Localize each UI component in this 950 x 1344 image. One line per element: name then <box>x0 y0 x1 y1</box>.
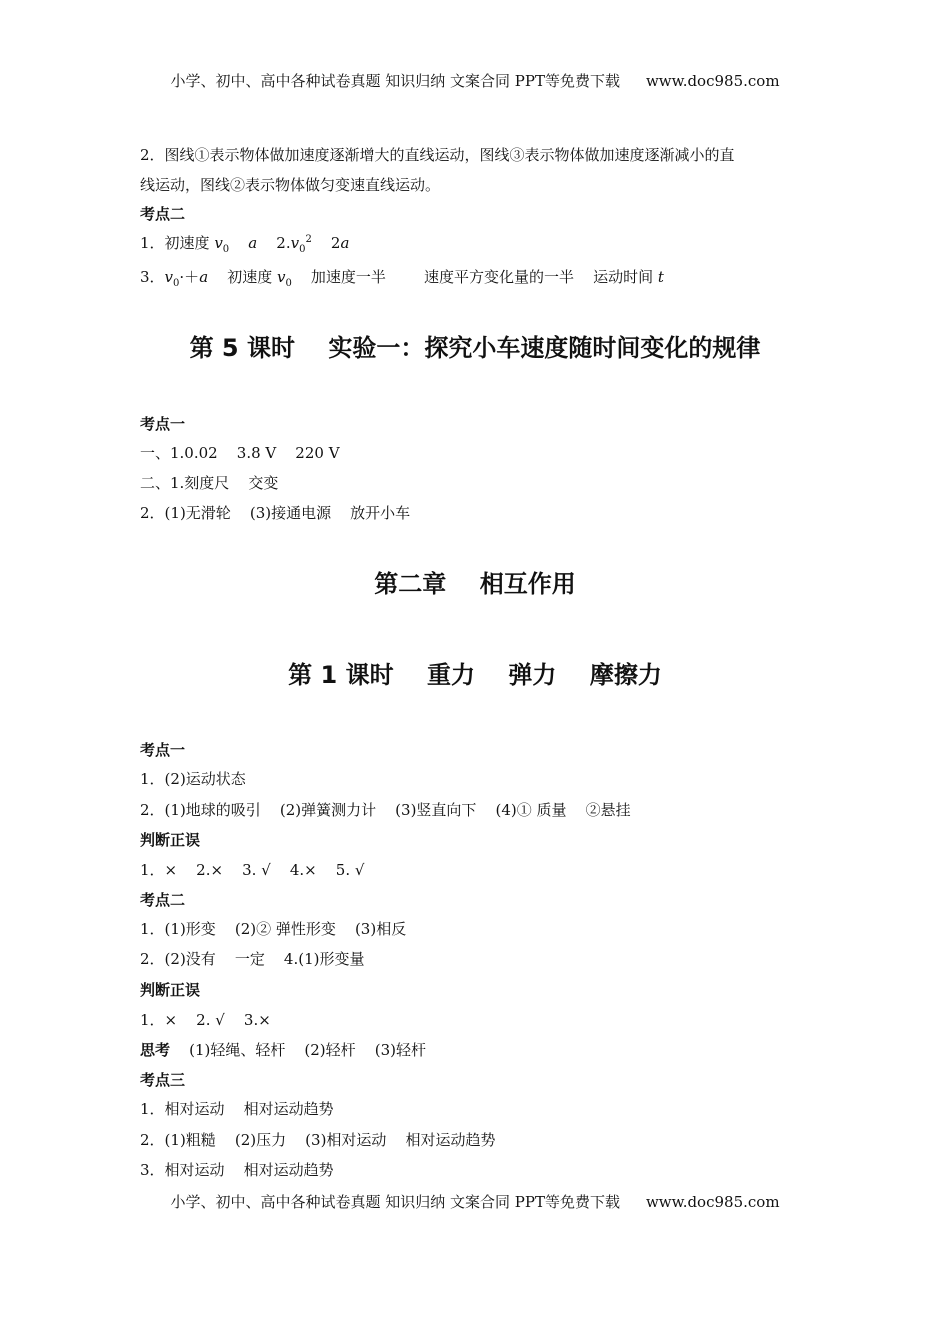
section-heading: 考点三 <box>140 1071 186 1089</box>
answer-line: 一、1.0.02 3.8 V 220 V <box>140 444 340 462</box>
answer-line: 线运动，图线②表示物体做匀变速直线运动。 <box>140 176 441 194</box>
answer-line: 2．(1)粗糙 (2)压力 (3)相对运动 相对运动趋势 <box>140 1131 496 1149</box>
header-text: 小学、初中、高中各种试卷真题 知识归纳 文案合同 PPT等免费下载 <box>170 72 620 90</box>
answer-line: 思考 (1)轻绳、轻杆 (2)轻杆 (3)轻杆 <box>140 1041 426 1059</box>
section-heading: 考点一 <box>140 741 186 759</box>
answer-line: 2．图线①表示物体做加速度逐渐增大的直线运动，图线③表示物体做加速度逐渐减小的直 <box>140 146 735 164</box>
think-label: 思考 <box>140 1041 171 1059</box>
section-heading: 考点一 <box>140 415 186 433</box>
answer-line: 1．× 2.× 3. √ 4.× 5. √ <box>140 861 365 879</box>
answer-line: 3．$v_0\cdot+a$ 初速度 $v_0$ 加速度一半 速度平方变化量的一半 运动时间 t <box>140 268 664 289</box>
answer-line: 2．(1)地球的吸引 (2)弹簧测力计 (3)竖直向下 (4)① 质量 ②悬挂 <box>140 801 631 819</box>
chapter-title: 第二章 相互作用 <box>374 570 576 598</box>
page-footer <box>0 1191 950 1212</box>
answer-line: 1．(1)形变 (2)② 弹性形变 (3)相反 <box>140 920 407 938</box>
answer-line: 2．(1)无滑轮 (3)接通电源 放开小车 <box>140 504 411 522</box>
answer-line: 二、1.刻度尺 交变 <box>140 474 279 492</box>
section-heading: 考点二 <box>140 205 186 223</box>
footer-text: 小学、初中、高中各种试卷真题 知识归纳 文案合同 PPT等免费下载 <box>170 1193 620 1211</box>
lesson-title: 第 1 课时 重力 弹力 摩擦力 <box>288 661 662 689</box>
lesson-title: 第 5 课时 实验一：探究小车速度随时间变化的规律 <box>189 334 761 362</box>
header-site[interactable]: www.doc985.com <box>645 72 780 90</box>
answer-line: 1．初速度 $v_0$ a $2.v_0^2$ 2a <box>140 234 350 255</box>
section-heading: 考点二 <box>140 891 186 909</box>
section-heading: 判断正误 <box>140 981 201 999</box>
answer-line: 2．(2)没有 一定 4.(1)形变量 <box>140 950 365 968</box>
answer-line: 1．相对运动 相对运动趋势 <box>140 1100 334 1118</box>
answer-line: 3．相对运动 相对运动趋势 <box>140 1161 334 1179</box>
section-heading: 判断正误 <box>140 831 201 849</box>
answer-line: 1．× 2. √ 3.× <box>140 1011 271 1029</box>
page-header <box>0 70 950 91</box>
footer-site[interactable]: www.doc985.com <box>645 1193 780 1211</box>
answer-line: 1．(2)运动状态 <box>140 770 246 788</box>
